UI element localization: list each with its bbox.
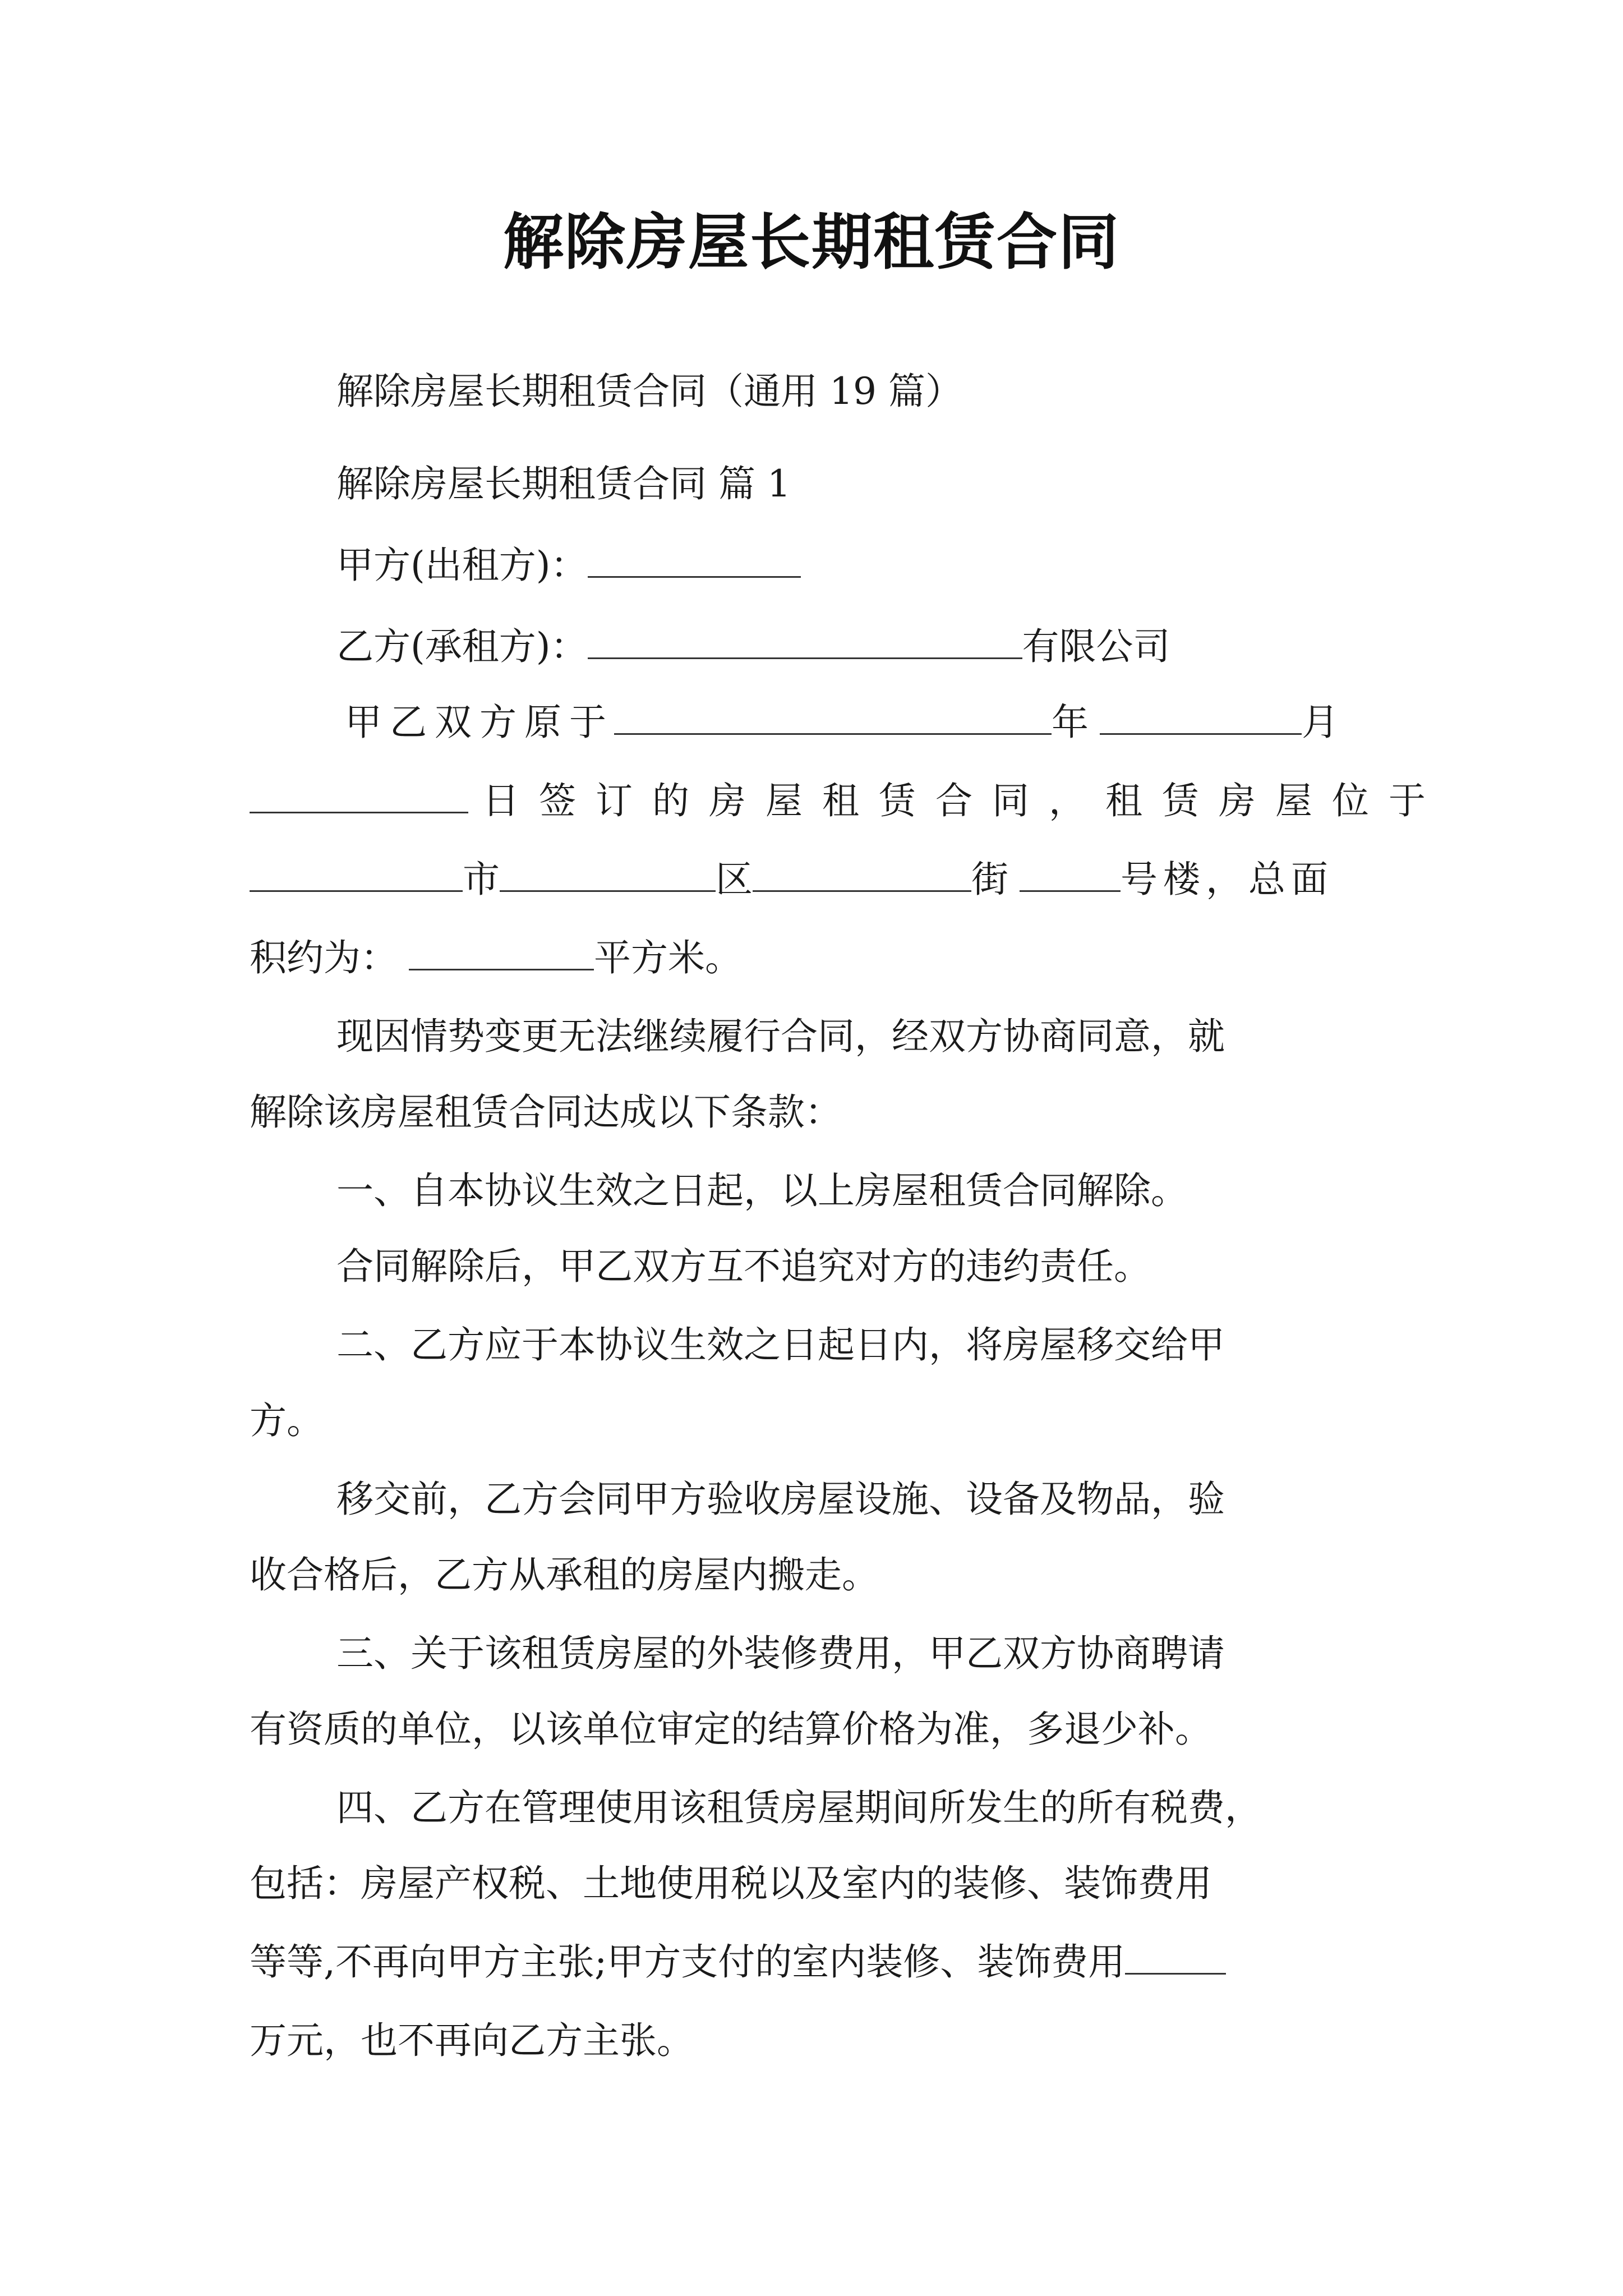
month-blank (1100, 704, 1302, 735)
clause-4-line-2: 包括：房屋产权税、土地使用税以及室内的装修、装饰费用 (250, 1862, 1212, 1905)
clause-4-line-3 (250, 1940, 1388, 1984)
intro-l1-b: 年 (1052, 701, 1089, 744)
section-heading: 解除房屋长期租赁合同 篇 1 (336, 462, 791, 505)
party-b-suffix: 有限公司 (1022, 625, 1170, 668)
intro-line-4 (250, 936, 1388, 979)
intro-l1-c: 月 (1302, 701, 1339, 744)
party-a-label: 甲方(出租方)： (336, 544, 588, 587)
party-b-line (336, 625, 1388, 668)
intro-line-2 (250, 779, 1445, 822)
clause-2b-line-1: 移交前，乙方会同甲方验收房屋设施、设备及物品，验 (336, 1478, 1225, 1521)
fee-blank (1125, 1944, 1226, 1975)
clause-2-line-1: 二、乙方应于本协议生效之日起日内，将房屋移交给甲 (336, 1323, 1225, 1366)
clause-2b-line-2: 收合格后，乙方从承租的房屋内搬走。 (250, 1553, 879, 1596)
party-a-line (336, 544, 1388, 587)
reason-line-2: 解除该房屋租赁合同达成以下条款： (250, 1091, 842, 1134)
clause-3-line-2: 有资质的单位，以该单位审定的结算价格为准，多退少补。 (250, 1708, 1212, 1751)
district-blank (500, 861, 716, 892)
intro-l4-a: 积约为： (250, 936, 398, 979)
clause-4-l3-text: 等等,不再向甲方主张;甲方支付的室内装修、装饰费用 (250, 1940, 1126, 1984)
clause-1-line-1: 一、自本协议生效之日起，以上房屋租赁合同解除。 (336, 1169, 1188, 1212)
area-blank (409, 940, 594, 970)
clause-1-line-2: 合同解除后，甲乙双方互不追究对方的违约责任。 (336, 1245, 1151, 1288)
building-blank (1020, 861, 1121, 892)
clause-2-line-2: 方。 (250, 1399, 324, 1442)
intro-l3-c: 街 (971, 858, 1008, 901)
year-blank (614, 704, 1052, 735)
document-subtitle: 解除房屋长期租赁合同（通用 19 篇） (336, 370, 962, 413)
intro-l3-b: 区 (716, 858, 753, 901)
intro-line-3 (250, 858, 1388, 901)
document-title: 解除房屋长期租赁合同 (502, 208, 1120, 278)
clause-3-line-1: 三、关于该租赁房屋的外装修费用，甲乙双方协商聘请 (336, 1632, 1225, 1675)
reason-line-1: 现因情势变更无法继续履行合同，经双方协商同意，就 (336, 1015, 1225, 1058)
day-blank (250, 783, 468, 813)
party-a-blank (588, 547, 801, 578)
intro-l3-d: 号楼，总面 (1121, 858, 1334, 901)
clause-4-line-1: 四、乙方在管理使用该租赁房屋期间所发生的所有税费， (336, 1786, 1262, 1829)
party-b-label: 乙方(承租方)： (336, 625, 588, 668)
intro-l3-a: 市 (463, 858, 500, 901)
clause-4-line-4: 万元，也不再向乙方主张。 (250, 2019, 694, 2062)
intro-line-1 (345, 701, 1388, 744)
city-blank (250, 861, 463, 892)
intro-l1-a: 甲乙双方原于 (345, 701, 614, 744)
intro-l2-a: 日签订的房屋租赁合同，租赁房屋位于 (482, 779, 1445, 822)
party-b-blank (588, 628, 1022, 659)
intro-l4-b: 平方米。 (594, 936, 742, 979)
street-blank (753, 861, 971, 892)
